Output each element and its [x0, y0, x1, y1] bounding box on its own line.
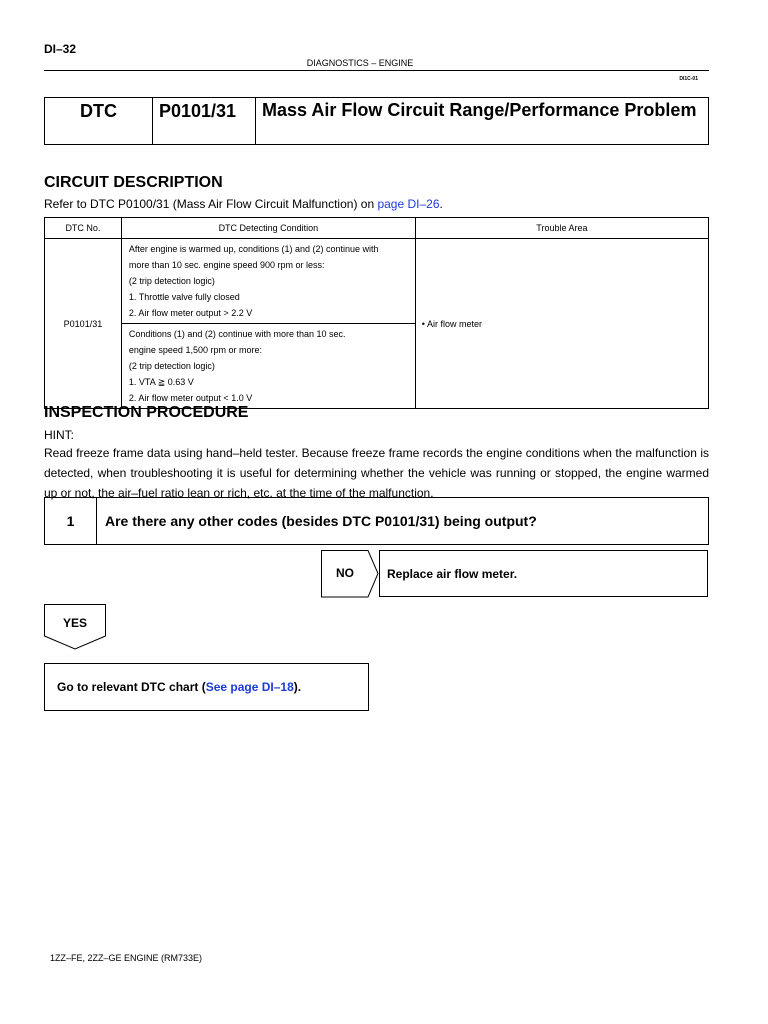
replace-air-flow-meter-box: Replace air flow meter. — [379, 550, 708, 597]
condition-1-line: (2 trip detection logic) — [128, 276, 215, 286]
dtc-condition-table — [44, 217, 709, 409]
condition-1-line: 2. Air flow meter output > 2.2 V — [128, 308, 253, 318]
hint-text: Read freeze frame data using hand–held tester. Because freeze frame records the engine conditions when the malfunction is detected, when troubleshooting it is useful for determining whether the vehicle was running or stopped, the engine warmed up or not, the air–fuel ratio lean or rich, etc. at the time of the malfunction. — [44, 446, 709, 500]
running-header: DIAGNOSTICS – ENGINE — [306, 58, 414, 68]
step-1-question-box — [44, 497, 709, 545]
refer-suffix: . — [439, 197, 443, 211]
dtc-number-cell: P0101/31 — [45, 239, 122, 409]
condition-2-line: 2. Air flow meter output < 1.0 V — [128, 393, 253, 403]
no-label: NO — [336, 566, 354, 580]
trouble-area-cell: • Air flow meter — [415, 239, 708, 409]
table-header-row — [45, 218, 709, 239]
page-di-18-link[interactable]: See page DI–18 — [205, 680, 294, 694]
condition-2-line: 1. VTA ≧ 0.63 V — [128, 377, 194, 387]
goto-prefix: Go to relevant DTC chart ( — [57, 680, 206, 694]
header-detecting-condition: DTC Detecting Condition — [121, 218, 415, 239]
refer-line — [44, 197, 443, 211]
yes-label: YES — [62, 616, 87, 630]
page-number: DI–32 — [44, 42, 77, 56]
dtc-label: DTC — [45, 98, 153, 144]
inspection-procedure-heading: INSPECTION PROCEDURE — [44, 404, 249, 421]
condition-1-line: 1. Throttle valve fully closed — [128, 292, 240, 302]
condition-1-cell — [121, 239, 415, 324]
dtc-code: P0101/31 — [153, 98, 256, 144]
step-number: 1 — [45, 498, 97, 544]
circuit-description-heading: CIRCUIT DESCRIPTION — [44, 174, 223, 191]
condition-1-line: more than 10 sec. engine speed 900 rpm or less: — [128, 260, 325, 270]
condition-2-line: Conditions (1) and (2) continue with more than 10 sec. — [128, 329, 346, 339]
table-row — [45, 239, 709, 324]
page-footer: 1ZZ–FE, 2ZZ–GE ENGINE (RM733E) — [50, 953, 203, 963]
header-trouble-area: Trouble Area — [415, 218, 708, 239]
hint-label: HINT: — [44, 428, 74, 442]
condition-2-cell — [121, 324, 415, 409]
condition-2-line: engine speed 1,500 rpm or more: — [128, 345, 262, 355]
step-question: Are there any other codes (besides DTC P0101/31) being output? — [105, 513, 537, 529]
goto-relevant-dtc-box — [44, 663, 369, 711]
dtc-title: Mass Air Flow Circuit Range/Performance Problem — [262, 100, 697, 120]
refer-prefix: Refer to DTC P0100/31 (Mass Air Flow Circuit Malfunction) on — [44, 197, 378, 211]
page-di-26-link[interactable]: page DI–26 — [377, 197, 440, 211]
header-dtc-no: DTC No. — [45, 218, 122, 239]
condition-2-line: (2 trip detection logic) — [128, 361, 215, 371]
dtc-title-box — [44, 97, 709, 145]
reference-code: DI1C-01 — [679, 76, 698, 82]
goto-suffix: ). — [293, 680, 302, 694]
header-divider — [44, 70, 709, 71]
condition-1-line: After engine is warmed up, conditions (1) and (2) continue with — [128, 244, 379, 254]
